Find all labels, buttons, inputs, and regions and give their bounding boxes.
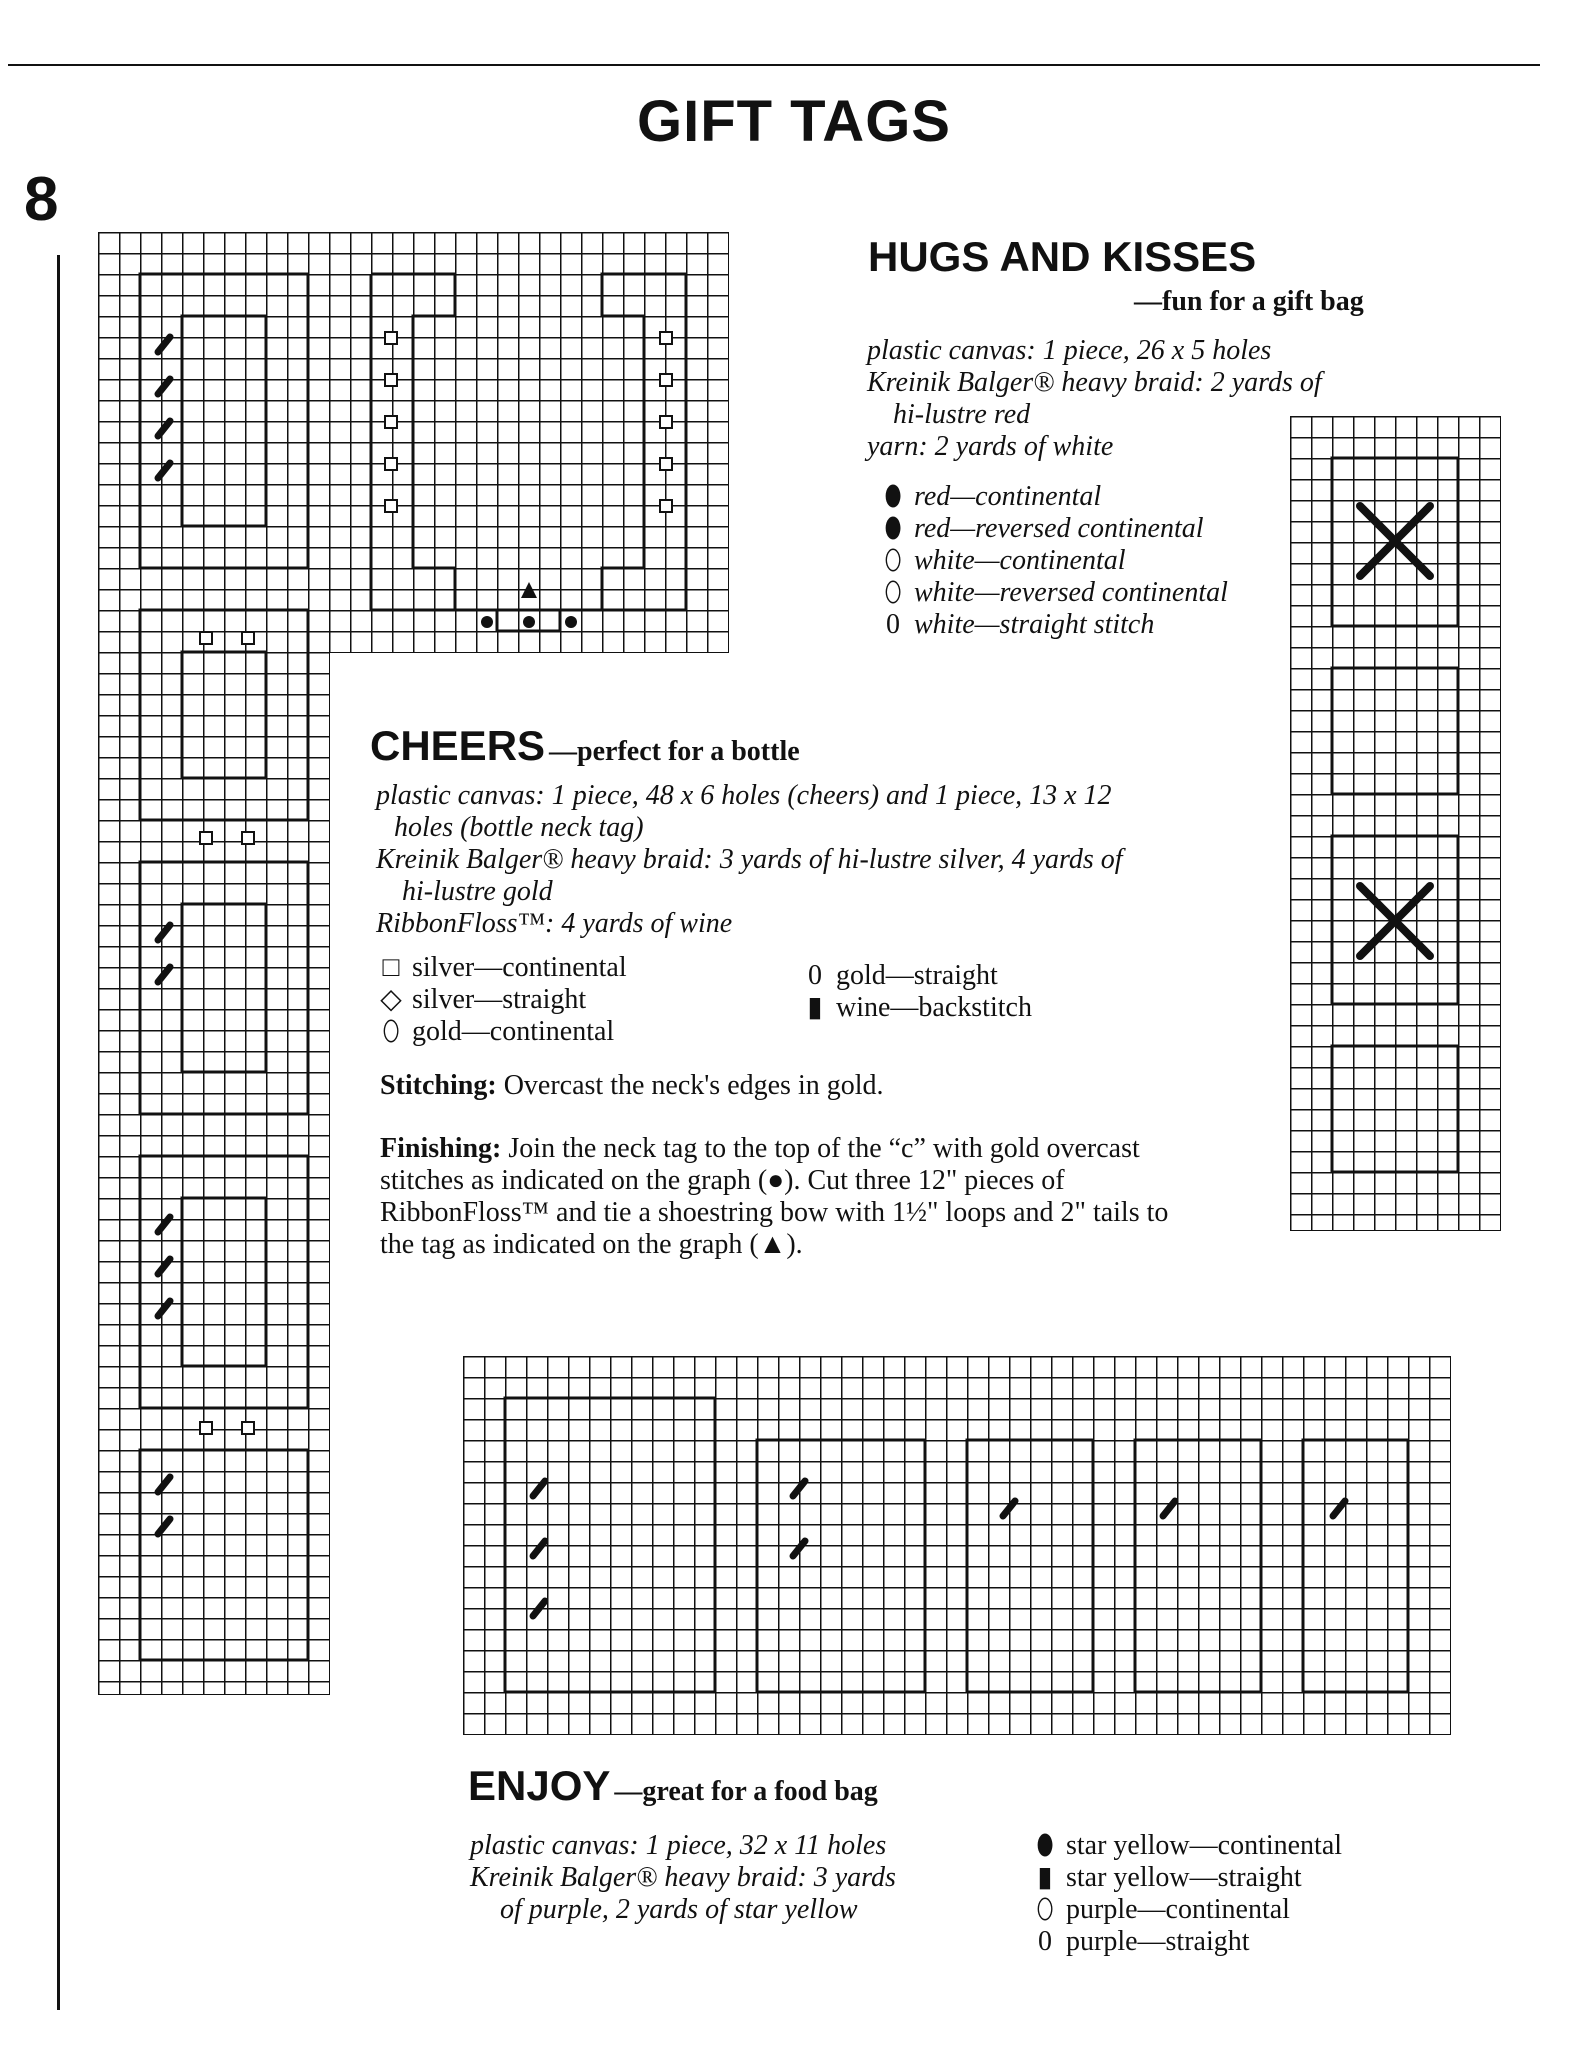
- hugs-legend-item: ⬮ red—reversed continental: [878, 513, 1228, 545]
- enjoy-subtitle: —great for a food bag: [614, 1776, 878, 1807]
- cheers-header: [370, 722, 800, 770]
- finishing-label: Finishing:: [380, 1133, 502, 1164]
- white-continental-icon: ⬯: [884, 545, 902, 576]
- hugs-legend-item: ⬯ white—continental: [878, 545, 1228, 577]
- enjoy-legend-item: ⬯ purple—continental: [1030, 1894, 1342, 1926]
- enjoy-header: [468, 1762, 878, 1810]
- star-yellow-straight-icon: ▮: [1037, 1862, 1053, 1893]
- red-continental-icon: ⬮: [884, 481, 902, 512]
- cheers-materials: [376, 780, 1123, 940]
- purple-straight-icon: 0: [1038, 1926, 1052, 1957]
- cheers-legend-item: □ silver—continental: [376, 952, 627, 984]
- enjoy-legend-item: ⬮ star yellow—continental: [1030, 1830, 1342, 1862]
- hugs-legend-item: ⬮ red—continental: [878, 481, 1228, 513]
- cheers-material-line: holes (bottle neck tag): [394, 812, 644, 843]
- white-reversed-continental-icon: ⬯: [884, 577, 902, 608]
- enjoy-material-line: plastic canvas: 1 piece, 32 x 11 holes: [470, 1830, 887, 1861]
- white-straight-stitch-icon: 0: [886, 609, 900, 640]
- cheers-material-line: hi-lustre gold: [402, 876, 553, 907]
- cheers-stitching: [380, 1070, 884, 1102]
- enjoy-materials: [470, 1830, 896, 1926]
- enjoy-legend-item: 0 purple—straight: [1030, 1926, 1342, 1958]
- enjoy-material-line: of purple, 2 yards of star yellow: [500, 1894, 858, 1925]
- hugs-legend-item: ⬯ white—reversed continental: [878, 577, 1228, 609]
- silver-straight-icon: ◇: [380, 984, 402, 1015]
- cheers-chart-motifs: [98, 232, 331, 1696]
- enjoy-legend: [1030, 1830, 1342, 1958]
- hugs-materials: [867, 335, 1322, 463]
- hugs-subtitle: —fun for a gift bag: [1134, 286, 1364, 317]
- purple-continental-icon: ⬯: [1036, 1894, 1054, 1925]
- enjoy-chart: [463, 1356, 1451, 1735]
- finishing-line: Join the neck tag to the top of the “c” with gold overcast: [508, 1133, 1140, 1164]
- cheers-finishing: [380, 1133, 1168, 1261]
- stitching-label: Stitching:: [380, 1070, 497, 1101]
- cheers-legend-item: ⬯ gold—continental: [376, 1016, 627, 1048]
- cheers-material-line: plastic canvas: 1 piece, 48 x 6 holes (cheers) and 1 piece, 13 x 12: [376, 780, 1112, 811]
- hugs-material-line: yarn: 2 yards of white: [867, 431, 1114, 462]
- hugs-material-line: hi-lustre red: [893, 399, 1031, 430]
- page-number: 8: [24, 165, 59, 234]
- enjoy-legend-item: ▮ star yellow—straight: [1030, 1862, 1342, 1894]
- cheers-heading: CHEERS: [370, 722, 546, 769]
- hugs-material-line: Kreinik Balger® heavy braid: 2 yards of: [867, 367, 1322, 398]
- cheers-legend-item: ◇ silver—straight: [376, 984, 627, 1016]
- finishing-line: RibbonFloss™ and tie a shoestring bow with 1½" loops and 2" tails to: [380, 1197, 1169, 1228]
- hugs-kisses-chart: [1290, 416, 1501, 1231]
- cheers-legend-item: 0 gold—straight: [800, 960, 1032, 992]
- hugs-material-line: plastic canvas: 1 piece, 26 x 5 holes: [867, 335, 1272, 366]
- finishing-line: stitches as indicated on the graph (●). Cut three 12" pieces of: [380, 1165, 1065, 1196]
- left-rule: [57, 255, 60, 2010]
- cheers-chart: [98, 232, 330, 1695]
- hugs-heading: HUGS AND KISSES: [868, 233, 1257, 280]
- enjoy-heading: ENJOY: [468, 1762, 611, 1809]
- silver-continental-icon: □: [382, 952, 400, 983]
- hugs-legend-item: 0 white—straight stitch: [878, 609, 1228, 641]
- gold-continental-icon: ⬯: [382, 1016, 400, 1047]
- enjoy-material-line: Kreinik Balger® heavy braid: 3 yards: [470, 1862, 896, 1893]
- bottle-neck-tag-motifs: [329, 232, 730, 654]
- cheers-subtitle: —perfect for a bottle: [549, 736, 800, 767]
- hugs-legend: [878, 481, 1228, 641]
- stitching-text: Overcast the neck's edges in gold.: [503, 1070, 884, 1101]
- cheers-material-line: Kreinik Balger® heavy braid: 3 yards of hi-lustre silver, 4 yards of: [376, 844, 1123, 875]
- page-title: GIFT TAGS: [636, 89, 951, 154]
- cheers-legend-right: [800, 960, 1032, 1024]
- cheers-legend-left: [376, 952, 627, 1048]
- red-reversed-continental-icon: ⬮: [884, 513, 902, 544]
- gold-straight-icon: 0: [808, 960, 822, 991]
- cheers-legend-item: ▮ wine—backstitch: [800, 992, 1032, 1024]
- top-rule: [8, 64, 1540, 66]
- enjoy-chart-motifs: [463, 1356, 1452, 1736]
- star-yellow-continental-icon: ⬮: [1036, 1830, 1054, 1861]
- cheers-material-line: RibbonFloss™: 4 yards of wine: [376, 908, 733, 939]
- wine-backstitch-icon: ▮: [807, 992, 823, 1023]
- bottle-neck-tag-chart: [329, 232, 729, 653]
- hugs-kisses-motifs: [1290, 416, 1502, 1232]
- finishing-line: the tag as indicated on the graph (▲).: [380, 1229, 803, 1260]
